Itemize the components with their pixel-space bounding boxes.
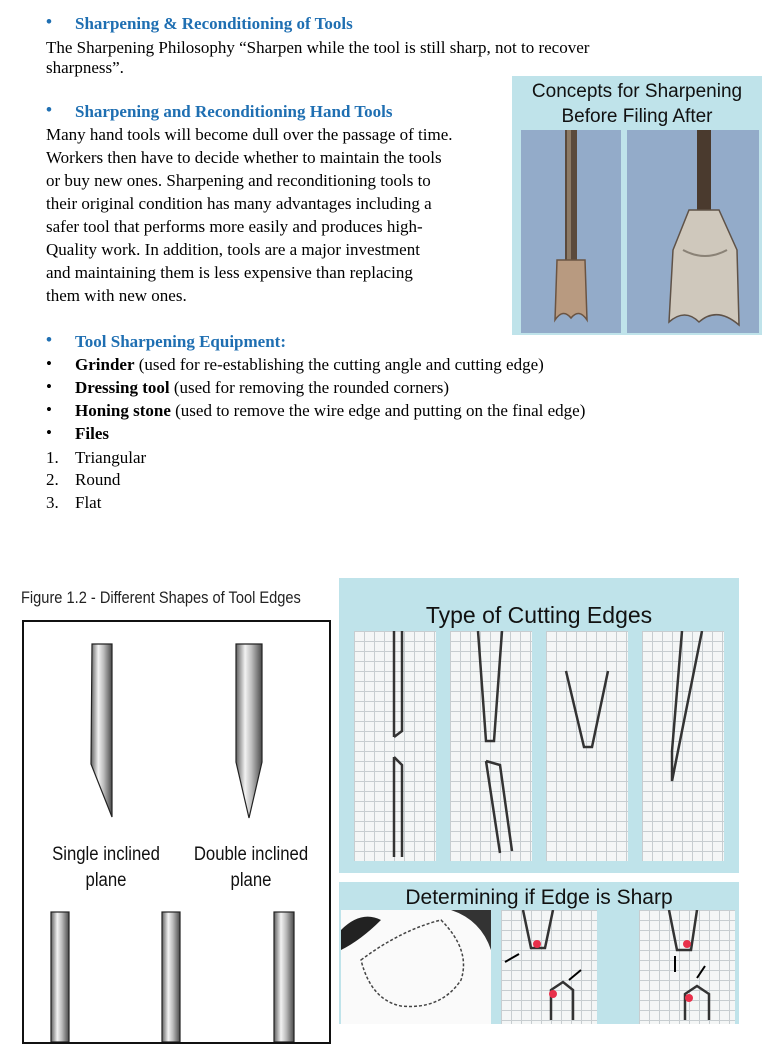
- file-number: 1.: [46, 448, 59, 467]
- double-inclined-blade: [236, 644, 262, 818]
- grid-card: [354, 631, 436, 861]
- equipment-desc: (used to remove the wire edge and putting on the final edge): [170, 401, 586, 420]
- paragraph-line: them with new ones.: [46, 286, 187, 305]
- file-number: 2.: [46, 470, 59, 489]
- figure-title: Figure 1.2 - Different Shapes of Tool Edges: [21, 588, 301, 607]
- equipment-term: Honing stone: [75, 401, 171, 420]
- lower-blade: [51, 912, 69, 1042]
- equipment-desc: (used for removing the rounded corners): [169, 378, 450, 397]
- grid-card: [546, 631, 628, 861]
- heading-sharpening-reconditioning: Sharpening & Reconditioning of Tools: [75, 14, 353, 33]
- concepts-photo-panel: [512, 76, 762, 335]
- file-name: Flat: [75, 493, 102, 512]
- bullet-1: •: [46, 12, 52, 31]
- grid-card: [639, 910, 735, 1024]
- cutting-edges-panel: [339, 578, 739, 873]
- paragraph-line: Many hand tools will become dull over the passage of time.: [46, 125, 453, 144]
- cutting-edges-title: Type of Cutting Edges: [425, 602, 653, 628]
- file-number: 3.: [46, 493, 59, 512]
- bullet-3: •: [46, 330, 52, 349]
- sharp-edge-panel: [339, 882, 739, 1024]
- paragraph-line: Quality work. In addition, tools are a major investment: [46, 240, 420, 259]
- before-filing-photo: [521, 130, 621, 333]
- heading-equipment: Tool Sharpening Equipment:: [75, 332, 286, 351]
- grid-card: [450, 631, 532, 861]
- heading-hand-tools: Sharpening and Reconditioning Hand Tools: [75, 102, 393, 121]
- file-name: Round: [75, 470, 121, 489]
- philosophy-line-2: sharpness”.: [46, 58, 124, 77]
- tool-edges-figure: [22, 620, 331, 1044]
- paragraph-line: safer tool that performs more easily and produces high-: [46, 217, 423, 236]
- concepts-caption-line1: Concepts for Sharpening: [531, 81, 743, 102]
- sharp-edge-title: Determining if Edge is Sharp: [405, 886, 673, 909]
- concepts-caption-line2: Before Filing After: [561, 106, 713, 127]
- grid-card: [501, 910, 597, 1024]
- file-name: Triangular: [75, 448, 147, 467]
- bullet-2: •: [46, 100, 52, 119]
- paragraph-line: or buy new ones. Sharpening and reconditioning tools to: [46, 171, 431, 190]
- equipment-term: Grinder: [75, 355, 135, 374]
- double-inclined-label: Double inclined plane: [193, 844, 309, 891]
- paragraph-line: Workers then have to decide whether to maintain the tools: [46, 148, 442, 167]
- equipment-term: Dressing tool: [75, 378, 170, 397]
- paragraph-line: and maintaining them is less expensive than replacing: [46, 263, 413, 282]
- after-filing-photo: [627, 130, 759, 333]
- lower-blade: [162, 912, 180, 1042]
- grid-card: [642, 631, 724, 861]
- loupe-photo: [341, 910, 491, 1024]
- lower-blade: [274, 912, 294, 1042]
- paragraph-line: their original condition has many advantages including a: [46, 194, 432, 213]
- single-inclined-label: Single inclined plane: [52, 844, 160, 891]
- philosophy-line-1: The Sharpening Philosophy “Sharpen while the tool is still sharp, not to recover: [46, 38, 590, 57]
- equipment-desc: (used for re-establishing the cutting angle and cutting edge): [134, 355, 544, 374]
- single-inclined-blade: [91, 644, 112, 817]
- equipment-term: Files: [75, 424, 109, 443]
